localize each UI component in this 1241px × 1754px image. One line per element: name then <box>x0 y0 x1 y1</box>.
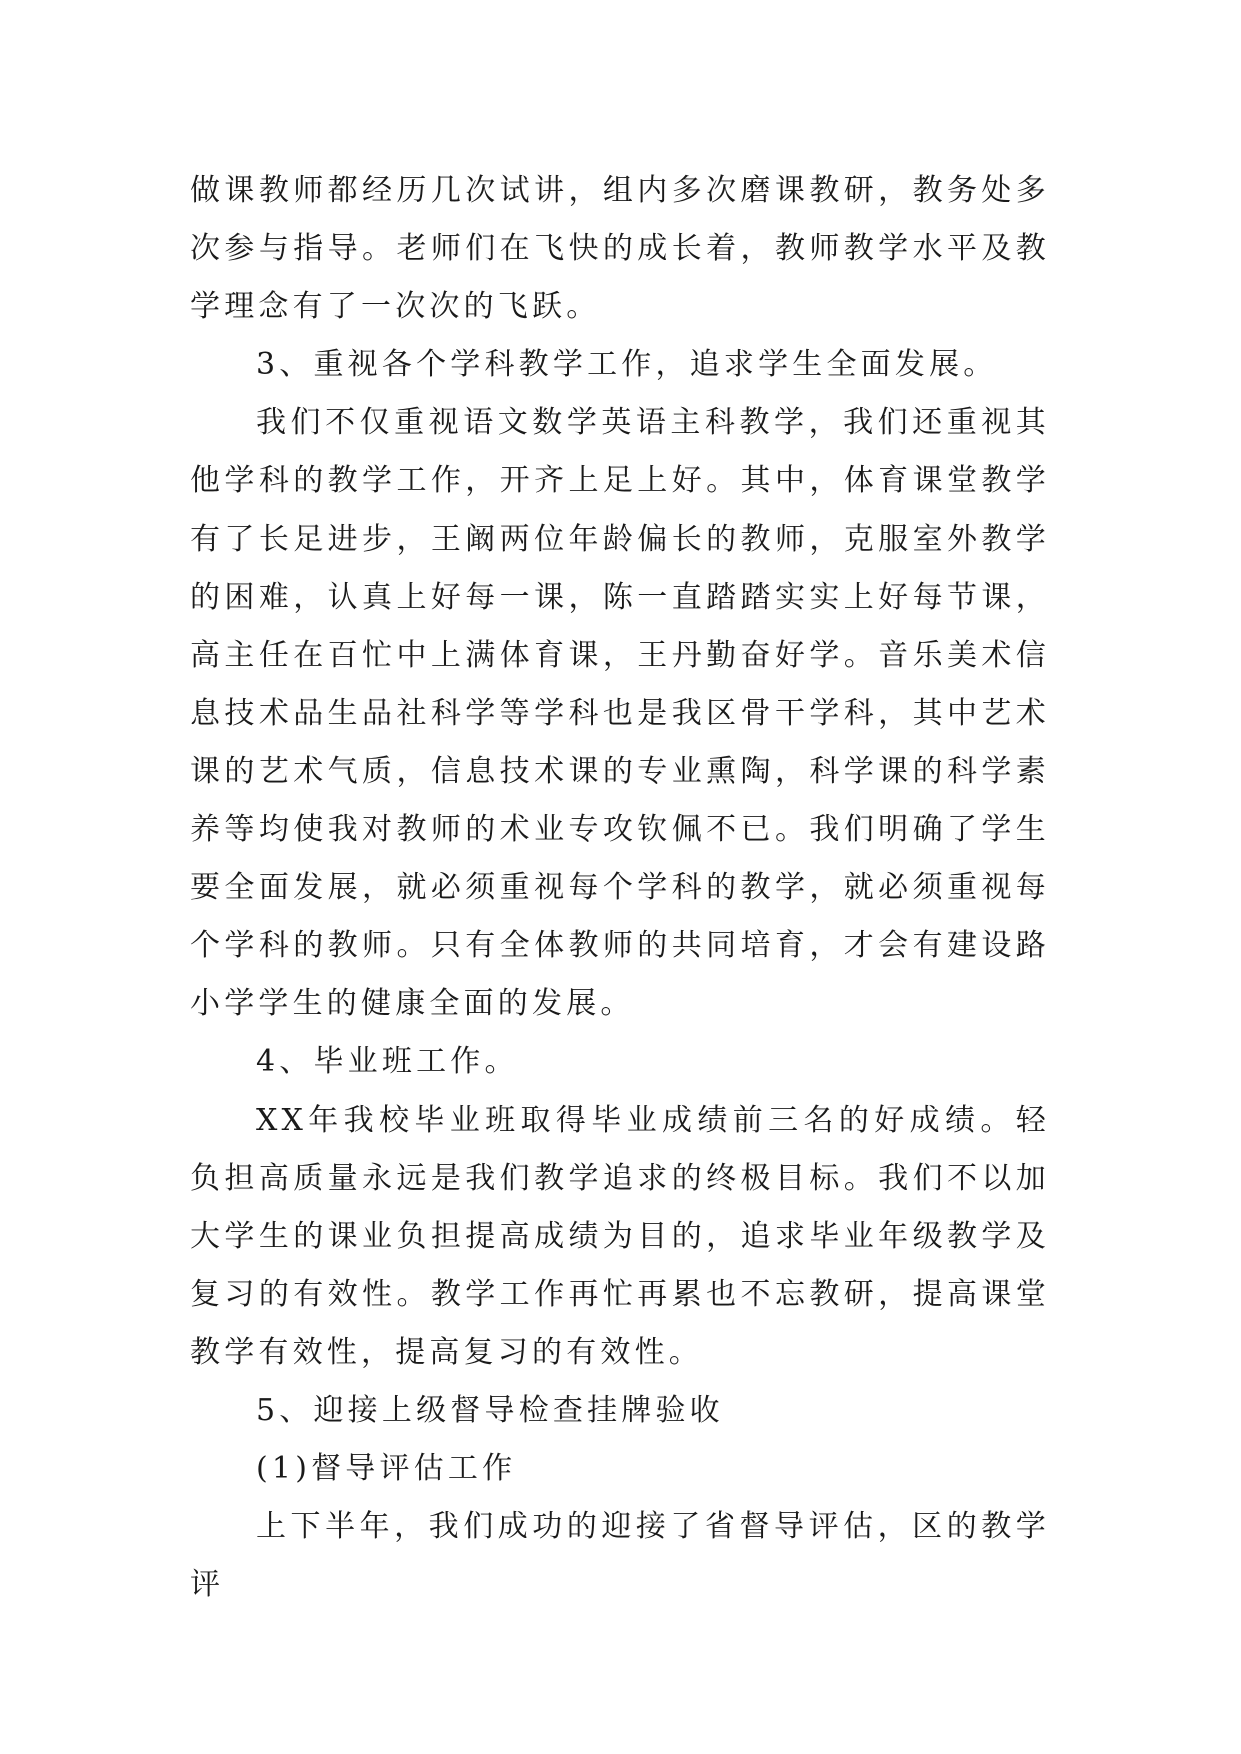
paragraph-8: 上下半年，我们成功的迎接了省督导评估，区的教学评 <box>190 1509 1050 1603</box>
paragraph-3: 我们不仅重视语文数学英语主科教学，我们还重视其他学科的教学工作，开齐上足上好。其中，体育课堂教学有了长足进步，王阚两位年龄偏长的教师，克服室外教学的困难，认真上好每一课，陈一直踏踏实实上好每节课，高主任在百忙中上满体育课，王丹勤奋好学。音乐美术信息技术品生品社科学等学科也是我区骨干学科，其中艺术课的艺术气质，信息技术课的专业熏陶，科学课的科学素养等均使我对教师的术业专攻钦佩不已。我们明确了学生要全面发展，就必须重视每个学科的教学，就必须重视每个学科的教师。只有全体教师的共同培育，才会有建设路小学学生的健康全面的发展。 <box>190 405 1050 1022</box>
heading-5-inspection: 5、迎接上级督导检查挂牌验收 <box>256 1392 724 1428</box>
subheading-1-evaluation: (1)督导评估工作 <box>256 1451 517 1487</box>
heading-3-subjects: 3、重视各个学科教学工作，追求学生全面发展。 <box>256 347 998 383</box>
paragraph-1: 做课教师都经历几次试讲，组内多次磨课教研，教务处多次参与指导。老师们在飞快的成长着，教师教学水平及教学理念有了一次次的飞跃。 <box>190 173 1050 325</box>
paragraph-5: XX年我校毕业班取得毕业成绩前三名的好成绩。轻负担高质量永远是我们教学追求的终极目标。我们不以加大学生的课业负担提高成绩为目的，追求毕业年级教学及复习的有效性。教学工作再忙再累也不忘教研，提高课堂教学有效性，提高复习的有效性。 <box>190 1102 1050 1370</box>
document-body <box>190 162 1050 1614</box>
heading-4-graduating-class: 4、毕业班工作。 <box>256 1044 519 1080</box>
